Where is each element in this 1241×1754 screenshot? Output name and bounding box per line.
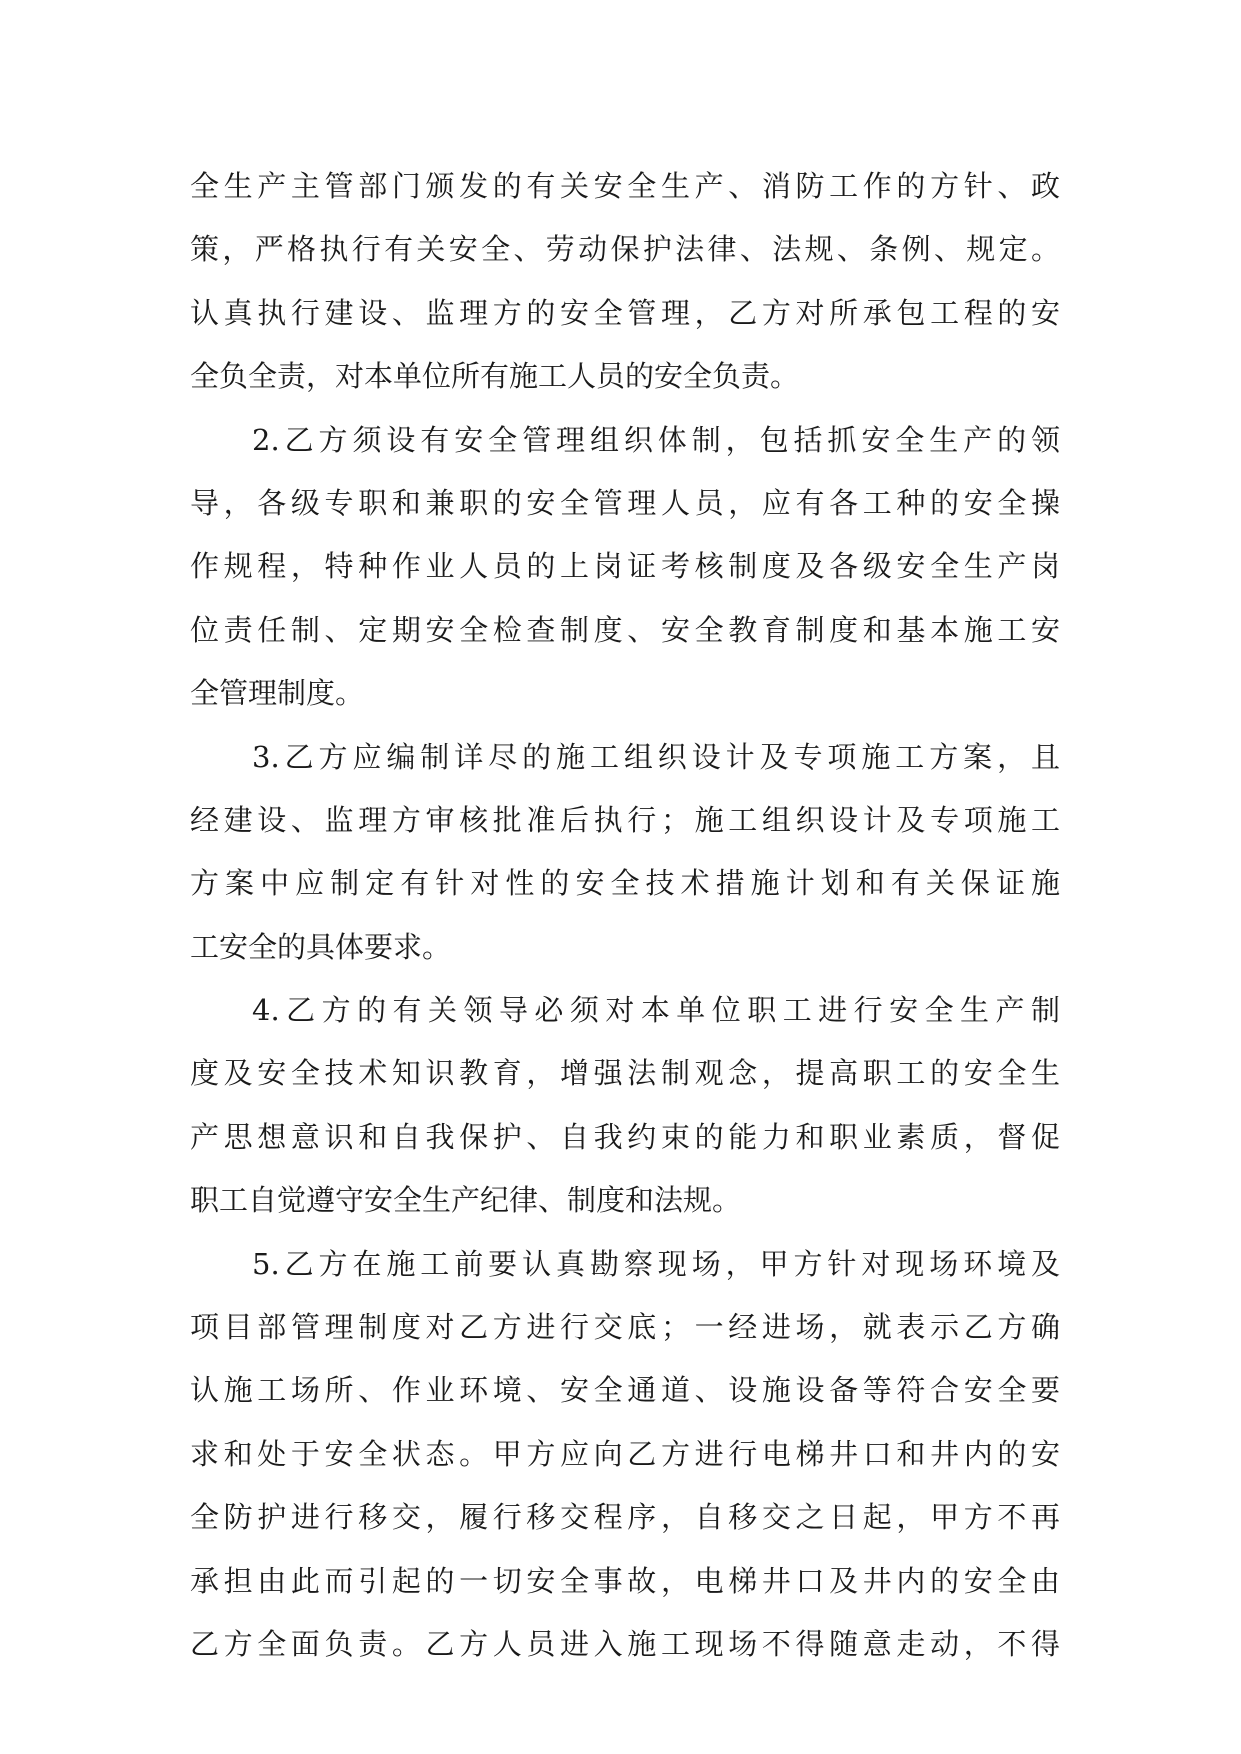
text-line: 全负全责，对本单位所有施工人员的安全负责。 (190, 359, 800, 394)
text-line: 经建设、监理方审核批准后执行；施工组织设计及专项施工 (190, 802, 1060, 837)
paragraph-continuation (190, 155, 1060, 409)
text-line: 度及安全技术知识教育，增强法制观念，提高职工的安全生 (190, 1056, 1060, 1091)
text-line: 全防护进行移交，履行移交程序，自移交之日起，甲方不再 (190, 1500, 1060, 1535)
text-line: 导，各级专职和兼职的安全管理人员，应有各工种的安全操 (190, 485, 1060, 520)
text-line: 方案中应制定有针对性的安全技术措施计划和有关保证施 (190, 866, 1060, 901)
text-line: 职工自觉遵守安全生产纪律、制度和法规。 (190, 1183, 742, 1218)
paragraph-item-2 (190, 409, 1060, 726)
text-line: 位责任制、定期安全检查制度、安全教育制度和基本施工安 (190, 612, 1060, 647)
text-line: 求和处于安全状态。甲方应向乙方进行电梯井口和井内的安 (190, 1436, 1060, 1471)
paragraph-item-4 (190, 979, 1060, 1233)
text-line: 全管理制度。 (190, 676, 365, 711)
text-line: 5.乙方在施工前要认真勘察现场，甲方针对现场环境及 (252, 1246, 1060, 1281)
text-line: 项目部管理制度对乙方进行交底；一经进场，就表示乙方确 (190, 1310, 1060, 1345)
text-line: 2.乙方须设有安全管理组织体制，包括抓安全生产的领 (252, 422, 1060, 457)
paragraph-item-5 (190, 1233, 1060, 1677)
text-line: 全生产主管部门颁发的有关安全生产、消防工作的方针、政 (190, 169, 1060, 203)
paragraph-item-3 (190, 726, 1060, 980)
body-text (190, 155, 1060, 1676)
text-line: 产思想意识和自我保护、自我约束的能力和职业素质，督促 (190, 1119, 1060, 1154)
text-line: 承担由此而引起的一切安全事故，电梯井口及井内的安全由 (190, 1563, 1060, 1598)
text-line: 策，严格执行有关安全、劳动保护法律、法规、条例、规定。 (190, 232, 1060, 267)
text-line: 4.乙方的有关领导必须对本单位职工进行安全生产制 (252, 993, 1060, 1028)
text-line: 工安全的具体要求。 (190, 929, 452, 964)
text-line: 作规程，特种作业人员的上岗证考核制度及各级安全生产岗 (190, 549, 1060, 584)
text-line: 认真执行建设、监理方的安全管理，乙方对所承包工程的安 (190, 295, 1060, 330)
text-line: 3.乙方应编制详尽的施工组织设计及专项施工方案，且 (252, 739, 1060, 774)
text-line: 认施工场所、作业环境、安全通道、设施设备等符合安全要 (190, 1373, 1060, 1408)
text-line: 乙方全面负责。乙方人员进入施工现场不得随意走动，不得 (190, 1626, 1060, 1661)
